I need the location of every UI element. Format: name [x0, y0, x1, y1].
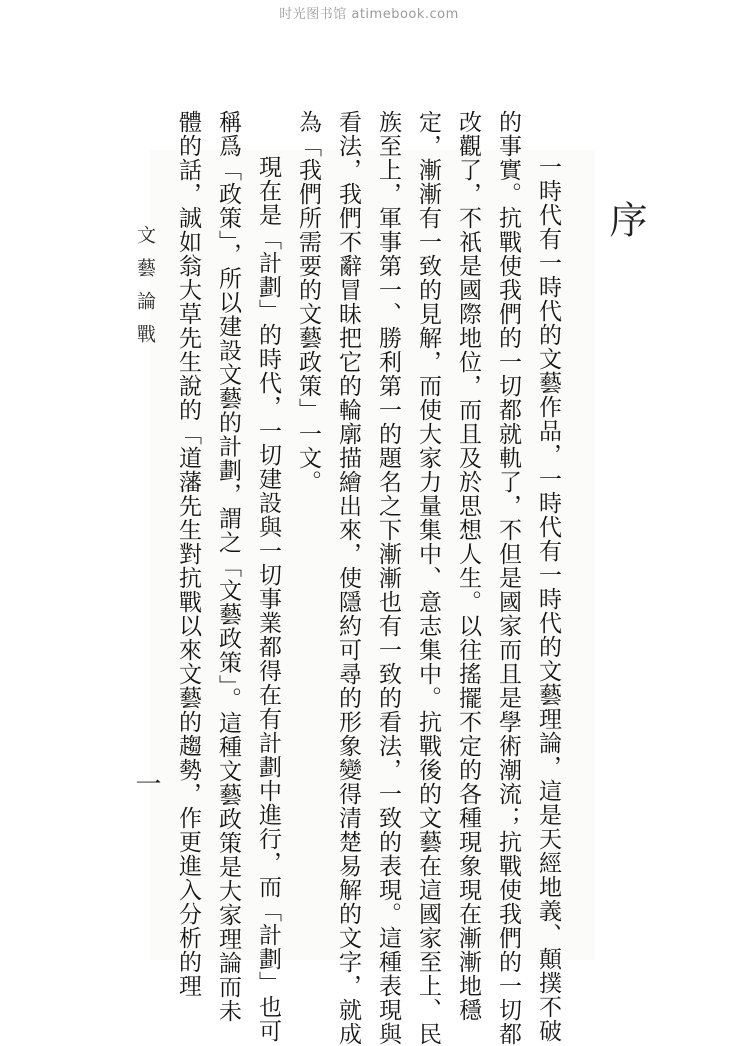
- watermark: 时光图书馆 atimebook.com: [279, 7, 459, 22]
- preface-title: 序: [603, 200, 647, 254]
- page-number: 一: [131, 770, 161, 796]
- text-column-6: 看法，我們不辭冒昧把它的輪廓描繪出來，使隱約可尋的形象變得清楚易解的文字，就成: [335, 110, 361, 1046]
- text-column-7: 為「我們所需要的文藝政策」一文。: [295, 110, 321, 494]
- text-column-2: 的事實。抗戰使我們的一切都就軌了，不但是國家而且是學術潮流；抗戰使我們的一切都: [495, 110, 521, 1046]
- text-column-9: 稱爲「政策」，所以建設文藝的計劃，謂之「文藝政策」。這種文藝政策是大家理論而未: [215, 110, 241, 1023]
- text-column-1: 一時代有一時代的文藝作品，一時代有一時代的文藝理論，這是天經地義、顛撲不破: [535, 155, 561, 1043]
- text-column-3: 改觀了，不祇是國際地位，而且及於思想人生。以往搖擺不定的各種現象現在漸漸地穩: [455, 110, 481, 1022]
- running-header: 文藝論戰: [134, 225, 156, 357]
- text-column-8: 現在是「計劃」的時代，一切建設與一切事業都得在有計劃中進行，而「計劃」也可: [255, 155, 281, 1043]
- text-column-4: 定，漸漸有一致的見解，而使大家力量集中、意志集中。抗戰後的文藝在這國家至上、民: [415, 110, 441, 1046]
- text-column-10: 體的話，誠如翁大草先生說的「道藩先生對抗戰以來文藝的趨勢，作更進入分析的理: [175, 110, 201, 998]
- text-column-5: 族至上，軍事第一、勝利第一的題名之下漸漸也有一致的看法，一致的表現。這種表現與: [375, 110, 401, 1046]
